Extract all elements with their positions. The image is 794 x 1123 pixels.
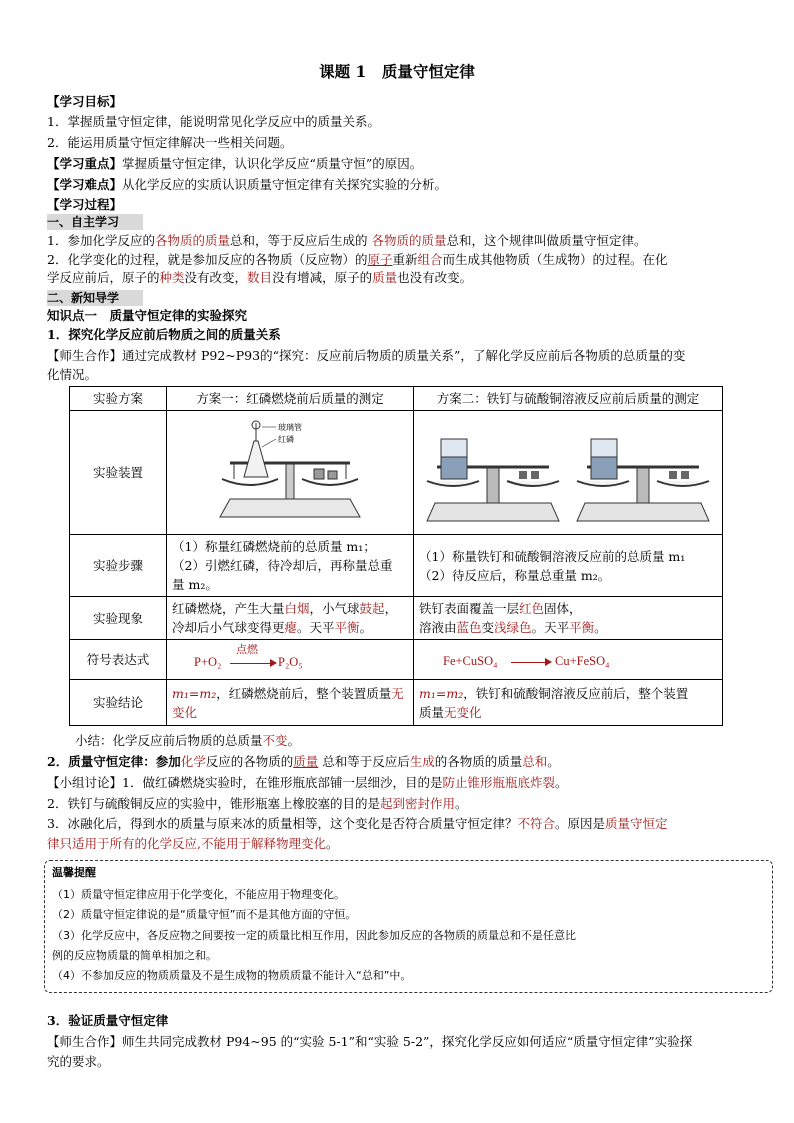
tip-3-cont: 例的反应物质量的简单相加之和。	[52, 949, 217, 962]
apparatus-image-2	[414, 411, 723, 535]
section-self-study: 一、自主学习	[47, 214, 143, 230]
verify-heading: 3．验证质量守恒定律	[47, 1013, 169, 1028]
process-heading: 【学习过程】	[47, 197, 123, 212]
equation-b: Fe+CuSO₄ Cu+FeSO₄	[414, 640, 723, 680]
law-definition: 2．质量守恒定律：参加化学反应的各物质的质量 总和等于反应后生成的各物质的质量总和。	[47, 754, 560, 769]
balance-flask-illustration	[210, 417, 370, 529]
discussion-3: 3．冰融化后，得到水的质量与原来冰的质量相等，这个变化是否符合质量守恒定律？不符合。原因是质量守恒定	[47, 816, 668, 831]
row-label: 符号表达式	[70, 640, 167, 680]
tip-2: （2）质量守恒定律说的是“质量守恒”而不是其他方面的守恒。	[52, 908, 357, 921]
coop-line-2: 化情况。	[47, 367, 98, 382]
equation-a: P+O₂ 点燃 P₂O₅	[167, 640, 414, 680]
row-label: 实验步骤	[70, 535, 167, 597]
conclusion-a: m₁=m₂，红磷燃烧前后，整个装置质量无 变化	[167, 680, 414, 726]
verify-line-1: 【师生合作】师生共同完成教材 P94~95 的“实验 5-1”和“实验 5-2”，探究化学反应如何适应“质量守恒定律”实验探	[47, 1034, 693, 1049]
discussion-3-cont: 律只适用于所有的化学反应,不能用于解释物理变化。	[47, 836, 339, 851]
self-study-2: 2．化学变化的过程，就是参加反应的各物质（反应物）的原子重新组合而生成其他物质（生成物）的过程。在化	[47, 252, 668, 267]
explore-heading: 1．探究化学反应前后物质之间的质量关系	[47, 327, 281, 342]
balance-beaker-illustration	[423, 417, 713, 529]
tip-3: （3）化学反应中，各反应物之间要按一定的质量比相互作用，因此参加反应的各物质的质量总和不是任意比	[52, 929, 576, 942]
row-label: 实验现象	[70, 597, 167, 640]
coop-line-1: 【师生合作】通过完成教材 P92~P93的“探究：反应前后物质的质量关系”，了解化学反应前后各物质的总质量的变	[47, 348, 686, 363]
row-label: 实验装置	[70, 411, 167, 535]
section-new-knowledge: 二、新知导学	[47, 290, 143, 306]
tips-heading: 温馨提醒	[52, 866, 96, 879]
goals-heading: 【学习目标】	[47, 94, 123, 109]
phenomenon-a: 红磷燃烧，产生大量白烟，小气球鼓起， 冷却后小气球变得更瘪。天平平衡。	[167, 597, 414, 640]
knowledge-point-1: 知识点一 质量守恒定律的实验探究	[47, 308, 248, 323]
difficult-point: 【学习难点】从化学反应的实质认识质量守恒定律有关探究实验的分析。	[47, 177, 448, 192]
svg-text:红磷: 红磷	[278, 434, 294, 444]
phenomenon-b: 铁钉表面覆盖一层红色固体， 溶液由蓝色变浅绿色。天平平衡。	[414, 597, 723, 640]
tip-1: （1）质量守恒定律应用于化学变化，不能应用于物理变化。	[52, 888, 345, 901]
self-study-3: 学反应前后，原子的种类没有改变，数目没有增减，原子的质量也没有改变。	[47, 270, 473, 285]
self-study-1: 1．参加化学反应的各物质的质量总和，等于反应后生成的 各物质的质量总和，这个规律叫做质量守恒定律。	[47, 233, 647, 248]
steps-a: （1）称量红磷燃烧前的总质量 m₁； （2）引燃红磷，待冷却后，再称量总重 量 m₂。	[167, 535, 414, 597]
goal-1: 1．掌握质量守恒定律，能说明常见化学反应中的质量关系。	[47, 114, 380, 129]
key-point: 【学习重点】掌握质量守恒定律，认识化学反应“质量守恒”的原因。	[47, 156, 423, 171]
tip-4: （4）不参加反应的物质质量及不是生成物的物质质量不能计入“总和”中。	[52, 969, 412, 982]
goal-2: 2．能运用质量守恒定律解决一些相关问题。	[47, 135, 293, 150]
tips-box	[44, 860, 773, 993]
steps-b: （1）称量铁钉和硫酸铜溶液反应前的总质量 m₁ （2）待反应后，称量总重量 m₂。	[414, 535, 723, 597]
apparatus-image-1	[167, 411, 414, 535]
conclusion-b: m₁=m₂，铁钉和硫酸铜溶液反应前后，整个装置 质量无变化	[414, 680, 723, 726]
page-title: 课题 1 质量守恒定律	[319, 62, 475, 81]
table-header: 实验方案	[70, 387, 167, 411]
row-label: 实验结论	[70, 680, 167, 726]
table-header: 方案一：红磷燃烧前后质量的测定	[167, 387, 414, 411]
experiment-table	[69, 386, 723, 726]
svg-text:玻璃管: 玻璃管	[278, 422, 302, 432]
table-header: 方案二：铁钉与硫酸铜溶液反应前后质量的测定	[414, 387, 723, 411]
verify-line-2: 究的要求。	[47, 1054, 110, 1069]
discussion-2: 2．铁钉与硫酸铜反应的实验中，锥形瓶塞上橡胶塞的目的是起到密封作用。	[47, 796, 468, 811]
summary: 小结：化学反应前后物质的总质量不变。	[75, 733, 301, 748]
discussion-1: 【小组讨论】1．做红磷燃烧实验时，在锥形瓶底部铺一层细沙，目的是防止锥形瓶瓶底炸裂。	[47, 775, 568, 790]
